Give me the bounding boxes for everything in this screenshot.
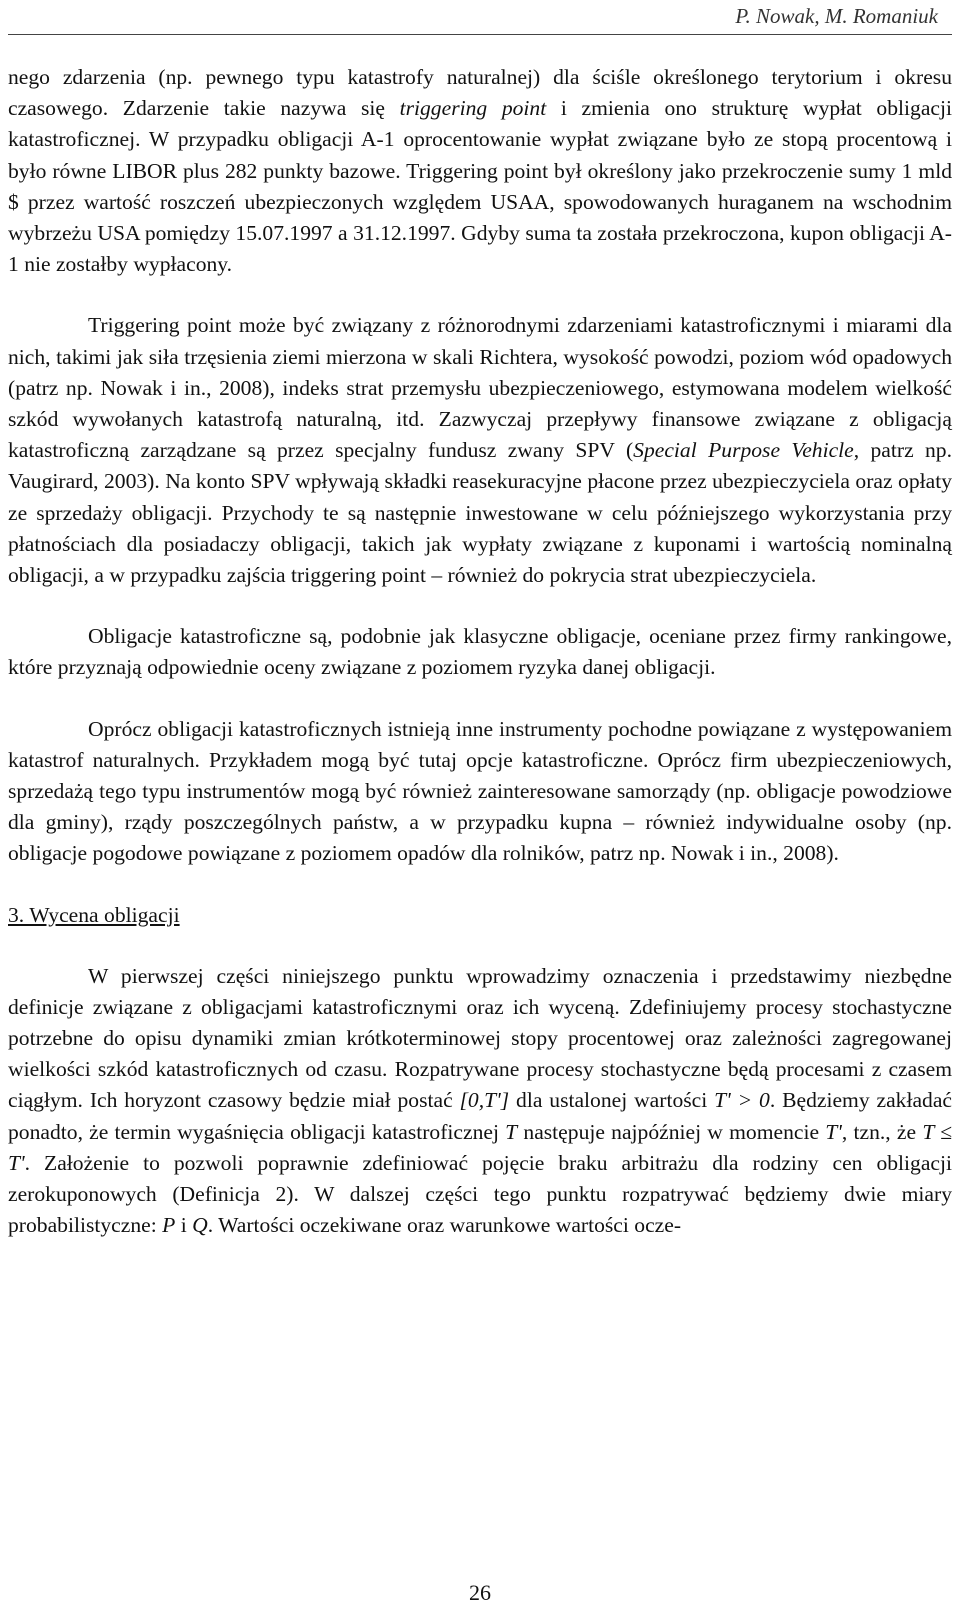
text-run: W pierwszej części niniejszego punktu wprowadzimy oznaczenia i przedstawimy niezbędne definicje związane z obligacjami katastroficznymi oraz ich wyceną. Zdefiniujemy procesy stochastyczne potrzebne do opisu dynamiki zmian krótkoterminowej stopy procentowej oraz zależności zagregowanej wielkości szkód katastroficznych od czasu. Rozpatrywane procesy stochastyczne będą procesami z czasem ciągłym. Ich horyzont czasowy będzie miał postać	[8, 963, 952, 1113]
italic-text: T'	[825, 1119, 842, 1144]
page-header	[0, 0, 960, 38]
running-title: P. Nowak, M. Romaniuk	[735, 4, 938, 28]
paragraph-4	[8, 714, 952, 870]
paragraph-gap	[8, 931, 952, 961]
paragraph-gap	[8, 684, 952, 714]
text-run: Oprócz obligacji katastroficznych istnieją inne instrumenty pochodne powiązane z występowaniem katastrof naturalnych. Przykładem mogą być tutaj opcje katastroficzne. Oprócz firm ubezpieczeniowych, sprzedażą tego typu instrumentów mogą być również zainteresowane samorządy (np. obligacje powodziowe dla gminy), rządy poszczególnych państw, a w przypadku kupna – również indywidualne osoby (np. obligacje pogodowe powiązane z poziomem opadów dla rolników, patrz np. Nowak i in., 2008).	[8, 716, 952, 866]
text-run: , patrz np. Vaugirard, 2003). Na konto SPV wpływają składki reasekuracyjne płacone przez ubezpieczyciela oraz opłaty ze sprzedaży obligacji. Przychody te są następnie inwestowane w celu późniejszego wykorzystania przy płatnościach dla posiadaczy obligacji, takich jak wypłaty związane z kuponami i wartością nominalną obligacji, a w przypadku zajścia triggering point – również do pokrycia strat ubezpieczyciela.	[8, 438, 952, 588]
italic-text: Special Purpose Vehicle	[633, 438, 854, 463]
text-run: Triggering point może być związany z różnorodnymi zdarzeniami katastroficznymi i miarami dla nich, takimi jak siła trzęsienia ziemi mierzona w skali Richtera, wysokość powodzi, poziom wód opadowych (patrz np. Nowak i in., 2008), indeks strat przemysłu ubezpieczeniowego, estymowana modelem wielkość szkód wywołanych katastrofą naturalną, itd. Zazwyczaj przepływy finansowe związane z obligacją katastroficzną zarządzane są przez specjalny fundusz zwany SPV (	[8, 313, 952, 463]
text-run: i	[175, 1213, 193, 1238]
italic-text: Q	[192, 1213, 208, 1238]
text-run: nego zdarzenia (np. pewnego typu katastrofy naturalnej) dla ściśle określonego terytorium i okresu czasowego. Zdarzenie takie nazywa się	[8, 65, 952, 121]
paragraph-gap	[8, 280, 952, 310]
page-body	[8, 62, 952, 1242]
text-run: . Wartości oczekiwane oraz warunkowe wartości ocze-	[207, 1213, 682, 1238]
paragraph-3	[8, 621, 952, 683]
italic-text: triggering point	[399, 96, 547, 121]
header-rule	[8, 34, 952, 35]
italic-text: T ≤ T'	[8, 1119, 952, 1175]
text-run: , tzn., że	[841, 1119, 923, 1144]
paragraph-gap	[8, 870, 952, 900]
paragraph-gap	[8, 591, 952, 621]
text-run: dla ustalonej wartości	[509, 1088, 715, 1113]
italic-text: T	[505, 1119, 518, 1144]
italic-text: [0,T']	[459, 1088, 510, 1113]
text-run: . Założenie to pozwoli poprawnie zdefiniować pojęcie braku arbitrażu dla rodziny cen obligacji zerokuponowych (Definicja 2). W dalszej części tego punktu rozpatrywać będziemy dwie miary probabilistyczne:	[8, 1150, 952, 1238]
page-number: 26	[469, 1580, 491, 1605]
text-run: . Będziemy zakładać ponadto, że termin wygaśnięcia obligacji katastroficznej	[8, 1088, 953, 1144]
paragraph-1	[8, 62, 952, 280]
italic-text: P	[162, 1213, 176, 1238]
section-heading: 3. Wycena obligacji	[8, 902, 180, 927]
text-run: następuje najpóźniej w momencie	[517, 1119, 826, 1144]
paragraph-5	[8, 961, 952, 1242]
paragraph-2	[8, 310, 952, 591]
text-run: i zmienia ono strukturę wypłat obligacji katastroficznej. W przypadku obligacji A-1 oprocentowanie wypłat związane było ze stopą procentową i było równe LIBOR plus 282 punkty bazowe. Triggering point był określony jako przekroczenie sumy 1 mld $ przez wartość roszczeń ubezpieczonych względem USAA, spowodowanych huraganem na wschodnim wybrzeżu USA pomiędzy 15.07.1997 a 31.12.1997. Gdyby suma ta została przekroczona, kupon obligacji A-1 nie zostałby wypłacony.	[8, 96, 952, 277]
italic-text: T' > 0	[714, 1088, 770, 1113]
text-run: Obligacje katastroficzne są, podobnie jak klasyczne obligacje, oceniane przez firmy rankingowe, które przyznają odpowiednie oceny związane z poziomem ryzyka danej obligacji.	[8, 624, 952, 680]
